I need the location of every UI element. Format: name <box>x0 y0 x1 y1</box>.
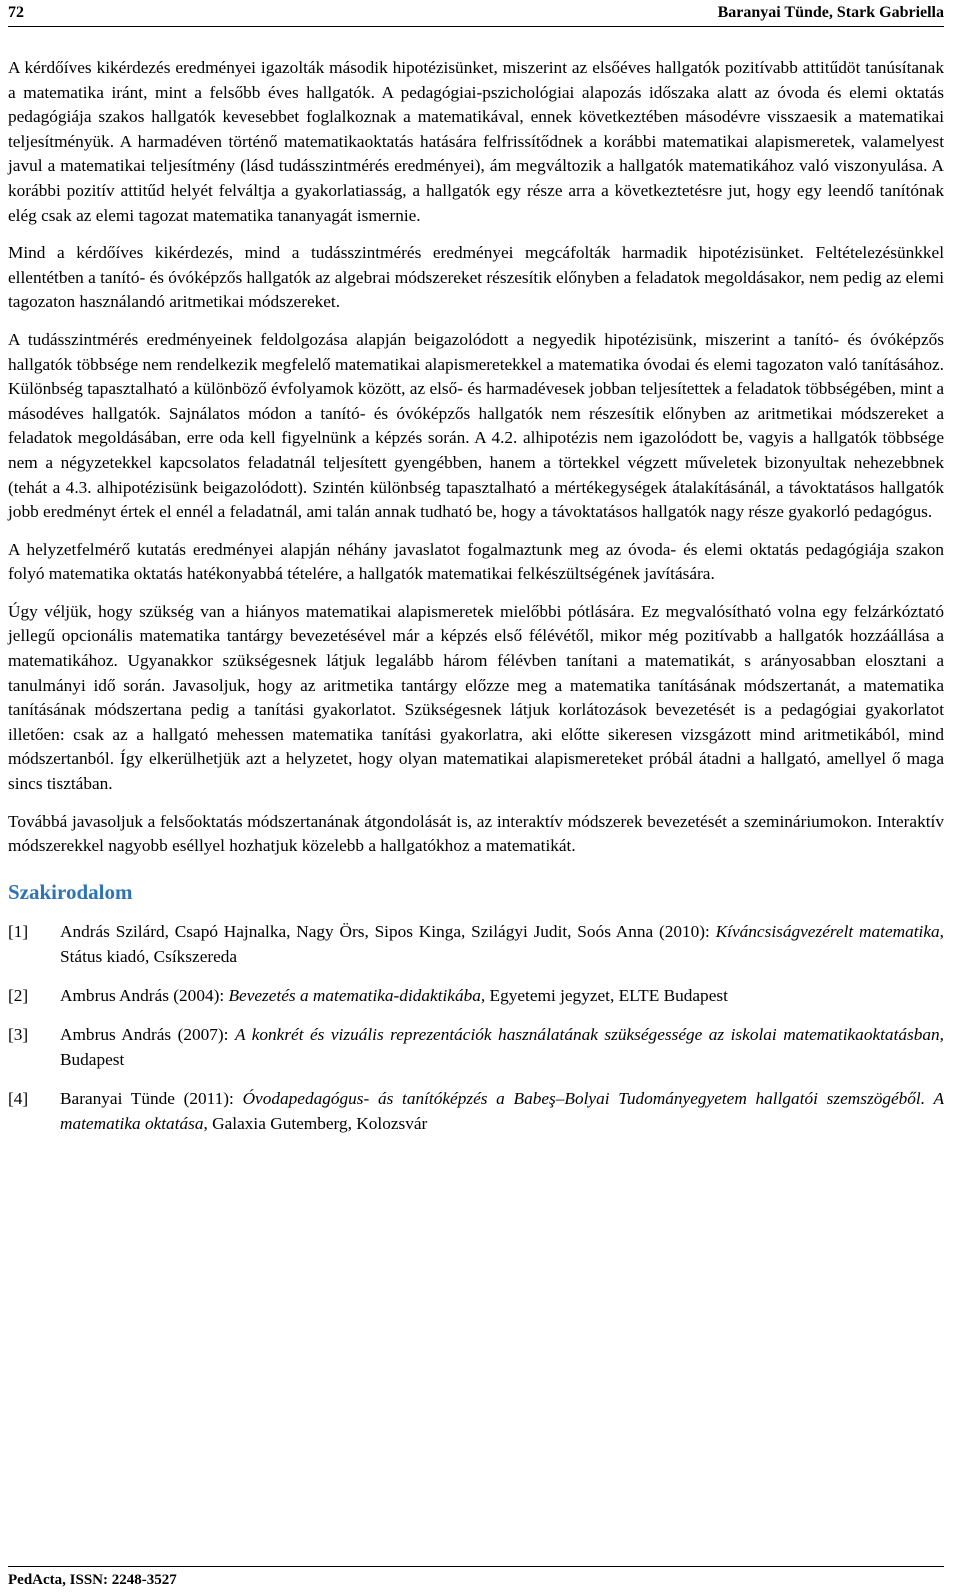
header-authors: Baranyai Tünde, Stark Gabriella <box>717 4 944 21</box>
journal-footer: PedActa, ISSN: 2248-3527 <box>8 1572 177 1588</box>
reference-number: [4] <box>8 1088 29 1108</box>
reference-publisher: Egyetemi jegyzet, ELTE Budapest <box>485 985 728 1005</box>
paragraph: Továbbá javasoljuk a felsőoktatás módszertanának átgondolását is, az interaktív módszerek bevezetését a szemináriumokon. Interaktív módszerekkel nagyobb eséllyel hozhatjuk közelebb a hallgatókhoz a matematikát. <box>8 811 944 856</box>
reference-item <box>8 1086 944 1136</box>
reference-title: Kíváncsiságvezérelt matematika <box>715 921 940 941</box>
reference-item <box>8 1022 944 1072</box>
paragraph: A helyzetfelmérő kutatás eredményei alapján néhány javaslatot fogalmaztunk meg az óvoda- és elemi oktatás pedagógiája szakon folyó matematika oktatás hatékonyabbá tételére, a hallgatók matematikai felkészültségének javítására. <box>8 539 944 584</box>
reference-number: [1] <box>8 921 29 941</box>
references-heading: Szakirodalom <box>8 879 133 904</box>
paragraph: A tudásszintmérés eredményeinek feldolgozása alapján beigazolódott a negyedik hipotézisünk, miszerint a tanító- és óvóképzős hallgatók többsége nem rendelkezik megfelelő matematikai alapismeretekkel a matematika óvodai és elemi tagozaton való tanításához. Különbség tapasztalható a különböző évfolyamok között, az első- és harmadévesek jobban teljesítettek a feladatok többségében, mint a másodéves hallgatók. Sajnálatos módon a tanító- és óvóképzős hallgatók nem részesítik előnyben az aritmetikai módszereket a feladatok megoldásában, erre oda kell figyelnünk a képzés során. A 4.2. alhipotézis nem igazolódott be, vagyis a hallgatók többsége nem a négyzetekkel kapcsolatos feladatnál teljesített gyengébben, hanem a törtekkel végzett műveletek bizonyultak nehezebbnek (tehát a 4.3. alhipotézisünk beigazolódott). Szintén különbség tapasztalható a mértékegységek átalakításánál, a távoktatásos hallgatók jobb eredményt értek el ennél a feladatnál, ami talán annak tudható be, hogy a távoktatásos hallgatók nagy része gyakorló pedagógus. <box>8 329 944 522</box>
reference-authors: András Szilárd, Csapó Hajnalka, Nagy Örs, Sipos Kinga, Szilágyi Judit, Soós Anna (2010): <box>60 921 716 941</box>
reference-text <box>60 1022 944 1072</box>
reference-text <box>60 919 944 969</box>
paragraph: A kérdőíves kikérdezés eredményei igazolták második hipotézisünket, miszerint az elsőéves hallgatók pozitívabb attitűdöt tanúsítanak a matematika iránt, mint a felsőbb éves hallgatók. A pedagógiai-pszichológiai alapozás időszaka alatt az óvoda és elemi oktatás pedagógiája szakos hallgatók kevesebbet foglalkoznak a matematikával, ennek következtében másodévre visszaesik a matematikai teljesítményük. A harmadéven történő matematikaoktatás hatására felfrissítődnek a korábbi matematikai alapismeretek, valamelyest javul a matematikai teljesítmény (lásd tudásszintmérés eredményei), ám megváltozik a hallgatók matematikához való viszonyulása. A korábbi pozitív attitűd helyét felváltja a gyakorlatiasság, a hallgatók egy része arra a következtetésre jut, hogy egy leendő tanítónak elég csak az elemi tagozat matematika tananyagát ismernie. <box>8 58 944 225</box>
reference-authors: Ambrus András (2004): <box>60 985 229 1005</box>
reference-title: Bevezetés a matematika-didaktikába, <box>228 985 486 1005</box>
reference-publisher: , Státus kiadó, Csíkszereda <box>60 921 944 966</box>
reference-authors: Ambrus András (2007): <box>60 1024 235 1044</box>
footer-divider <box>8 1566 944 1567</box>
reference-publisher: , Galaxia Gutemberg, Kolozsvár <box>203 1113 428 1133</box>
page-number: 72 <box>8 4 24 21</box>
reference-authors: Baranyai Tünde (2011): <box>60 1088 243 1108</box>
reference-title: A konkrét és vizuális reprezentációk használatának szükségessége az iskolai matematikaoktatásban, <box>234 1024 944 1044</box>
reference-item <box>8 919 944 969</box>
reference-number: [2] <box>8 985 29 1005</box>
article-body <box>8 56 944 1150</box>
running-header <box>8 0 944 26</box>
paragraph: Úgy véljük, hogy szükség van a hiányos matematikai alapismeretek mielőbbi pótlására. Ez megvalósítható volna egy felzárkóztató jellegű opcionális matematika tantárgy bevezetésével már a képzés első félévétől, mikor még pozitívabb a hallgatók hozzáállása a matematikához. Ugyanakkor szükségesnek látjuk legalább három félévben tanítani a matematikát, s arányosabban elosztani a tanulmányi idő során. Javasoljuk, hogy az aritmetika tantárgy előzze meg a matematika tanításának módszertanát, a matematika tanításának módszertana pedig a tanítási gyakorlatot. Szükségesnek látjuk korlátozások bevezetését is a pedagógiai gyakorlatot illetően: csak az a hallgató mehessen matematika tanítási gyakorlatra, aki előtte sikeresen vizsgázott mind aritmetikából, mind módszertanból. Így elkerülhetjük azt a helyzetet, hogy olyan matematikai alapismereteket próbál átadni a hallgató, amellyel ő maga sincs tisztában. <box>8 601 944 794</box>
reference-text <box>60 983 944 1008</box>
paragraph: Mind a kérdőíves kikérdezés, mind a tudásszintmérés eredményei megcáfolták harmadik hipotézisünket. Feltételezésünkkel ellentétben a tanító- és óvóképzős hallgatók az algebrai módszereket részesítik előnyben a feladatok megoldásakor, nem pedig az elemi tagozaton használandó aritmetikai módszereket. <box>8 243 944 312</box>
reference-text <box>60 1086 944 1136</box>
reference-publisher: Budapest <box>60 1049 125 1069</box>
reference-title: Óvodapedagógus- ás tanítóképzés a Babeş–Bolyai Tudományegyetem hallgatói szemszögéből. A matematika oktatása <box>60 1088 944 1133</box>
reference-number: [3] <box>8 1024 29 1044</box>
reference-item <box>8 983 944 1008</box>
header-divider <box>8 26 944 27</box>
